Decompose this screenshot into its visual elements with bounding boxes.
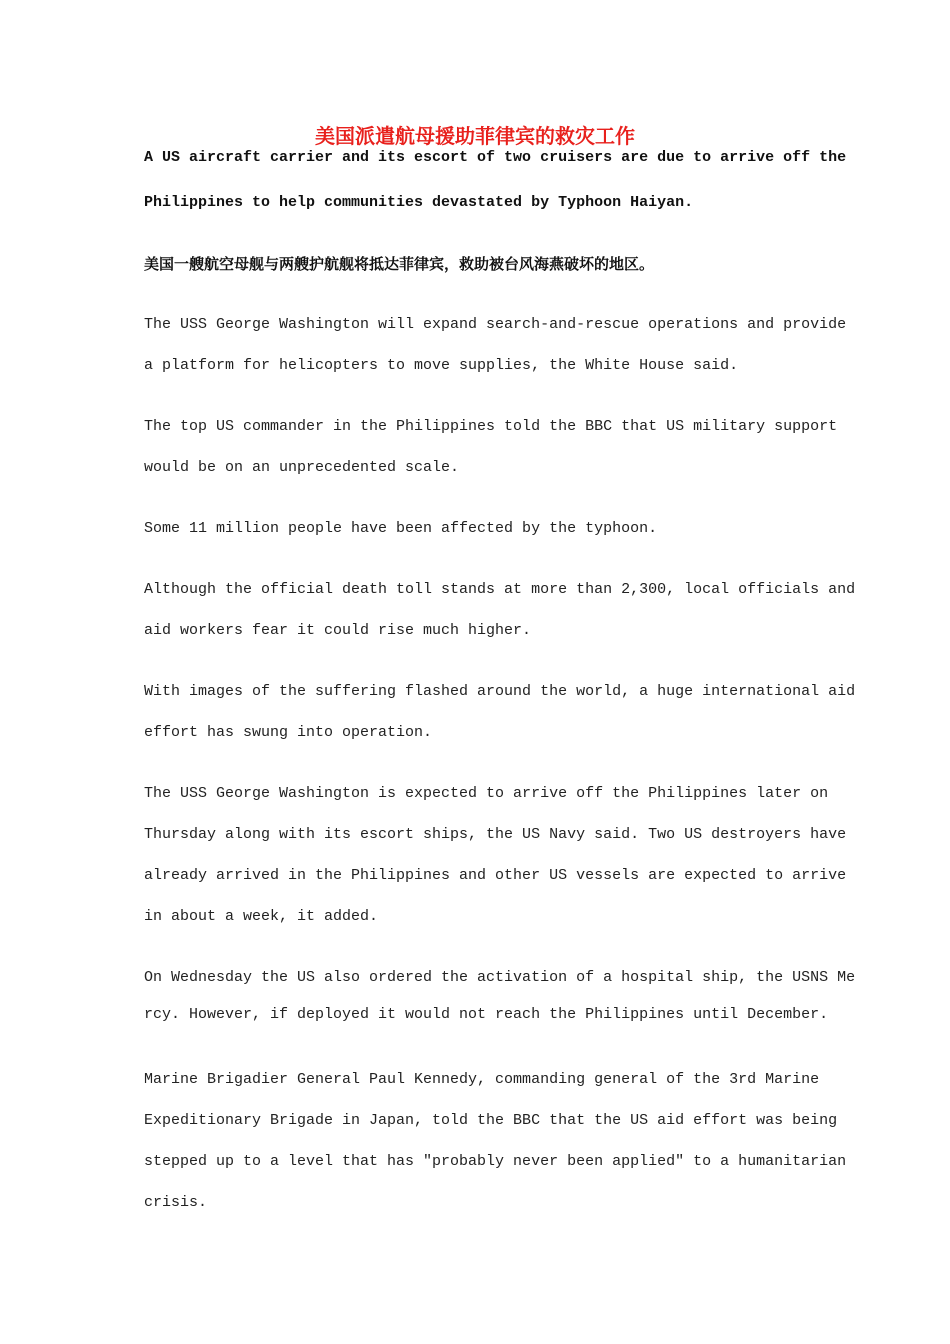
chinese-summary: 美国一艘航空母舰与两艘护航舰将抵达菲律宾，救助被台风海燕破坏的地区。 bbox=[144, 255, 655, 273]
paragraph-line: The USS George Washington is expected to arrive off the Philippines later on bbox=[144, 785, 829, 802]
paragraph-line: On Wednesday the US also ordered the activation of a hospital ship, the USNS Me bbox=[144, 969, 856, 986]
paragraph-line: Although the official death toll stands at more than 2,300, local officials and bbox=[144, 581, 856, 598]
paragraph-line: in about a week, it added. bbox=[144, 908, 379, 925]
paragraph-line: a platform for helicopters to move supplies, the White House said. bbox=[144, 357, 739, 374]
paragraph-line: would be on an unprecedented scale. bbox=[144, 459, 460, 476]
intro-line-2: Philippines to help communities devastated by Typhoon Haiyan. bbox=[144, 194, 694, 211]
paragraph-line: crisis. bbox=[144, 1194, 208, 1211]
paragraph-line: With images of the suffering flashed around the world, a huge international aid bbox=[144, 683, 856, 700]
paragraph-line: already arrived in the Philippines and other US vessels are expected to arrive bbox=[144, 867, 847, 884]
intro-line-1: A US aircraft carrier and its escort of two cruisers are due to arrive off the bbox=[144, 149, 847, 166]
paragraph-line: Some 11 million people have been affected by the typhoon. bbox=[144, 520, 658, 537]
paragraph-line: Expeditionary Brigade in Japan, told the BBC that the US aid effort was being bbox=[144, 1112, 838, 1129]
paragraph-line: Thursday along with its escort ships, the US Navy said. Two US destroyers have bbox=[144, 826, 847, 843]
paragraph-line: The top US commander in the Philippines told the BBC that US military support bbox=[144, 418, 838, 435]
paragraph-line: stepped up to a level that has "probably never been applied" to a humanitarian bbox=[144, 1153, 847, 1170]
paragraph-line: rcy. However, if deployed it would not reach the Philippines until December. bbox=[144, 1006, 829, 1023]
page-title: 美国派遣航母援助菲律宾的救灾工作 bbox=[315, 124, 635, 148]
paragraph-line: The USS George Washington will expand search-and-rescue operations and provide bbox=[144, 316, 847, 333]
paragraph-line: Marine Brigadier General Paul Kennedy, commanding general of the 3rd Marine bbox=[144, 1071, 820, 1088]
paragraph-line: effort has swung into operation. bbox=[144, 724, 433, 741]
paragraph-line: aid workers fear it could rise much higher. bbox=[144, 622, 532, 639]
